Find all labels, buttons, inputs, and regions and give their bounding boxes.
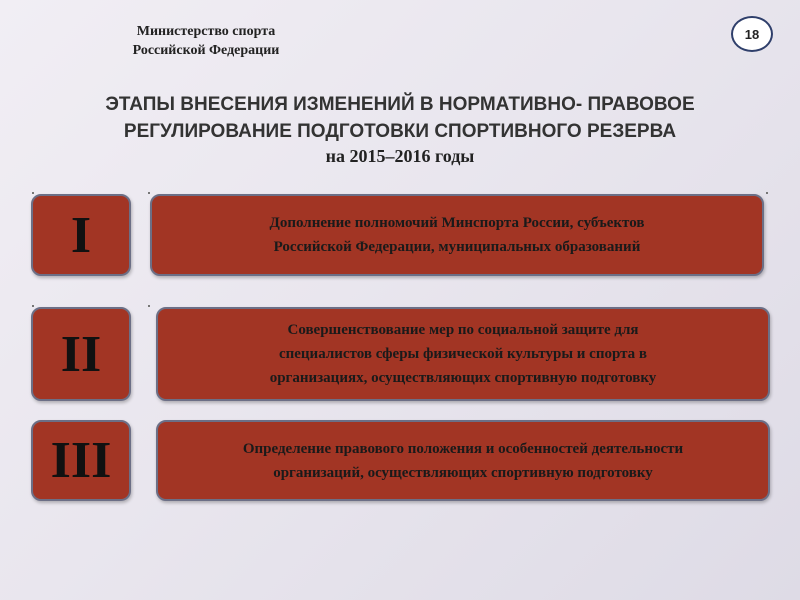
corner-dot <box>766 192 768 194</box>
stage-3-line-2: организаций, осуществляющих спортивную подготовку <box>273 464 653 481</box>
stage-2-numeral-box <box>31 307 131 401</box>
ministry-line-1: Министерство спорта <box>136 24 276 39</box>
title-line-2: РЕГУЛИРОВАНИЕ ПОДГОТОВКИ СПОРТИВНОГО РЕЗЕРВА <box>123 121 677 142</box>
stage-3-numeral-box <box>31 420 131 501</box>
slide-subtitle: на 2015–2016 годы <box>325 146 475 166</box>
stage-1-line-1: Дополнение полномочий Минспорта России, субъектов <box>269 215 645 231</box>
stage-1-text-box <box>150 194 764 276</box>
ministry-line-2: Российской Федерации <box>132 43 280 58</box>
slide-title <box>20 91 780 145</box>
stage-2-text-box <box>156 307 770 401</box>
corner-dot <box>148 192 150 194</box>
title-line-1: ЭТАПЫ ВНЕСЕНИЯ ИЗМЕНЕНИЙ В НОРМАТИВНО- ПРАВОВОЕ <box>105 94 695 115</box>
stage-1-numeral: I <box>70 206 92 264</box>
stage-1-numeral-box <box>31 194 131 276</box>
corner-dot <box>32 305 34 307</box>
ministry-name <box>96 22 316 60</box>
stage-3-numeral: III <box>50 432 112 489</box>
corner-dot <box>148 305 150 307</box>
stage-2-line-1: Совершенствование мер по социальной защите для <box>287 322 639 338</box>
stage-3-line-1: Определение правового положения и особенностей деятельности <box>242 440 684 457</box>
corner-dot <box>32 192 34 194</box>
stage-2-line-2: специалистов сферы физической культуры и спорта в <box>278 346 648 362</box>
stage-3-text-box <box>156 420 770 501</box>
stage-2-line-3: организациях, осуществляющих спортивную подготовку <box>269 370 657 386</box>
stage-1-line-2: Российской Федерации, муниципальных образований <box>273 239 641 255</box>
stage-2-numeral: II <box>60 325 102 383</box>
page-number-badge: 18 <box>731 16 773 52</box>
